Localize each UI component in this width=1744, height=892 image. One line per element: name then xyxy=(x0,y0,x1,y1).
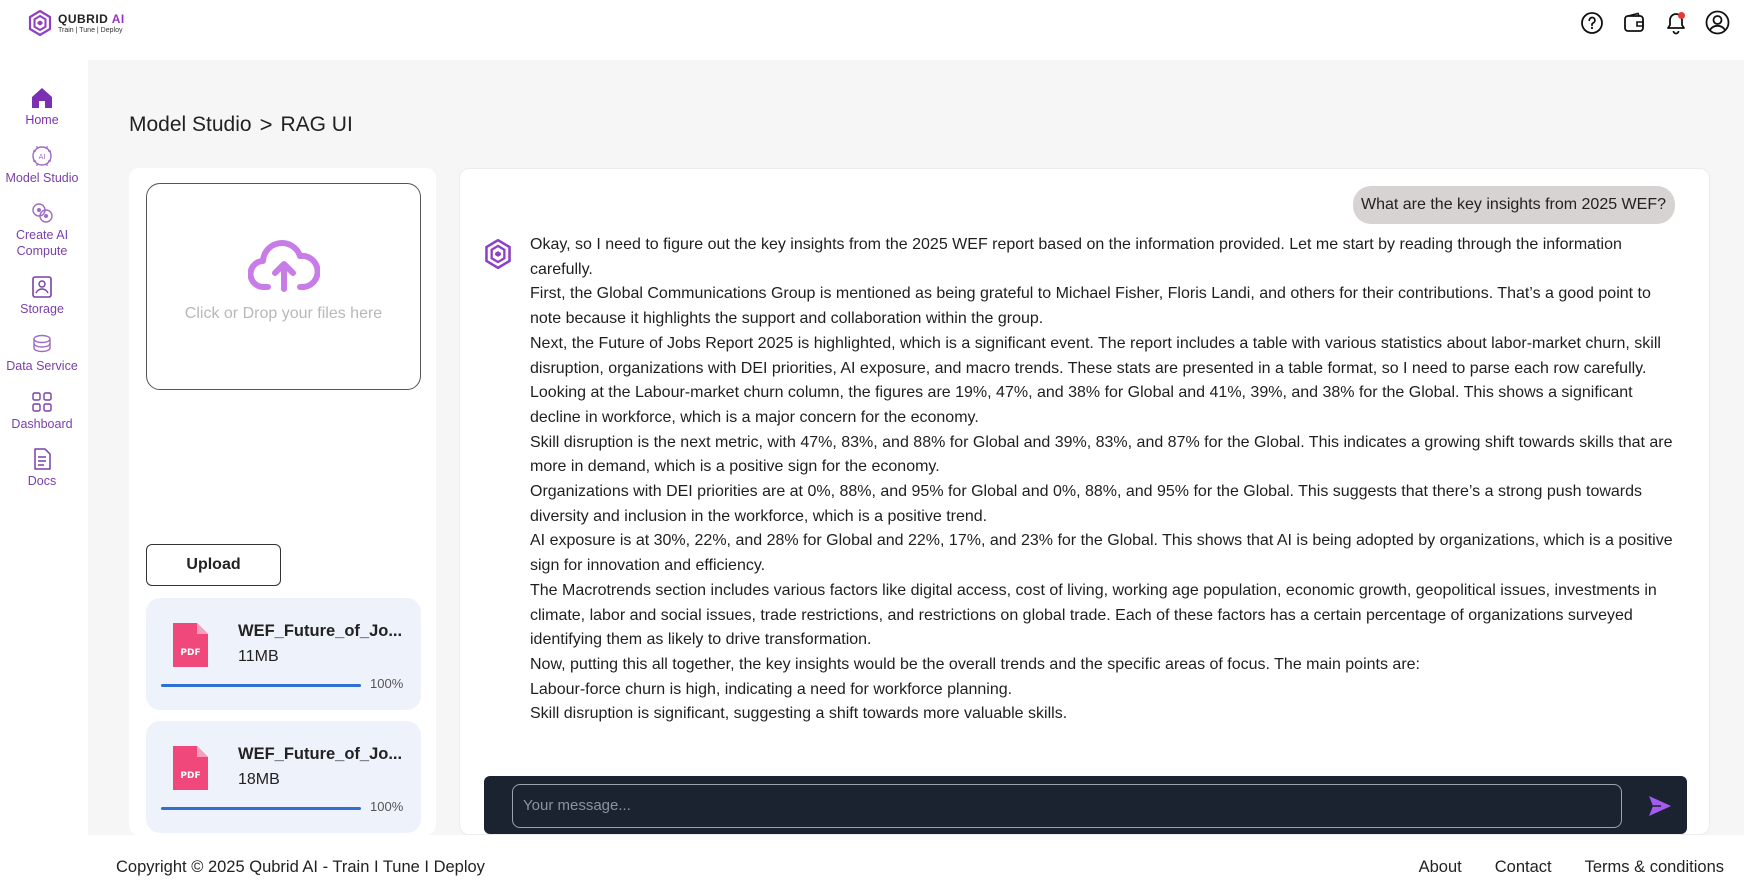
assistant-paragraph: AI exposure is at 30%, 22%, and 28% for Global and 22%, 17%, and 23% for the Global. This shows that AI is being adopted by organizations, which is a positive sign for innovation and efficiency. xyxy=(530,532,1673,575)
notification-dot xyxy=(1678,12,1685,19)
send-icon[interactable] xyxy=(1647,794,1673,818)
file-dropzone[interactable] xyxy=(146,183,421,390)
brand-tagline: Train | Tune | Deploy xyxy=(58,27,123,34)
sidebar-item-label: Home xyxy=(25,113,59,127)
footer-links xyxy=(1419,858,1724,877)
assistant-paragraph: Looking at the Labour-market churn column, the figures are 19%, 47%, and 38% for Global and 41%, 39%, and 38% for the Global. This shows a significant decline in workforce, which is a major concern for the economy. xyxy=(530,384,1633,426)
breadcrumb-parent[interactable]: Model Studio xyxy=(129,113,252,136)
sidebar-item-label: Docs xyxy=(27,474,57,489)
chat-panel xyxy=(459,168,1710,835)
file-size: 11MB xyxy=(238,648,279,665)
sidebar-item-label: Data Service xyxy=(6,359,78,374)
assistant-paragraph: Now, putting this all together, the key insights would be the overall trends and the specific areas of focus. The main points are: xyxy=(530,655,1420,673)
uploaded-file-card[interactable] xyxy=(146,598,421,710)
assistant-paragraph: Next, the Future of Jobs Report 2025 is highlighted, which is a significant event. The report includes a table with various statistics about labor-market churn, skill disruption, organizations with DEI priorities, AI exposure, and macro trends. These stats are presented in a table format, so I need to parse each row carefully. xyxy=(530,334,1661,377)
file-size: 18MB xyxy=(238,771,280,788)
svg-text:AI: AI xyxy=(38,152,46,161)
sidebar-item-label: Create AI Compute xyxy=(15,228,69,258)
file-name: WEF_Future_of_Jo... xyxy=(238,745,403,763)
sidebar-item-dashboard[interactable] xyxy=(0,389,84,433)
storage-icon xyxy=(29,274,55,300)
cloud-upload-icon xyxy=(248,237,320,293)
footer-link-terms[interactable]: Terms & conditions xyxy=(1584,858,1724,876)
help-icon[interactable] xyxy=(1579,10,1604,35)
upload-progress-fill xyxy=(161,684,361,687)
footer-link-about[interactable]: About xyxy=(1418,858,1462,876)
notification-bell-icon[interactable] xyxy=(1663,10,1688,35)
upload-progress-percent: 100% xyxy=(370,676,404,691)
data-service-icon xyxy=(29,331,55,357)
wallet-icon[interactable] xyxy=(1621,10,1646,35)
assistant-paragraph: Labour-force churn is high, indicating a need for workforce planning. xyxy=(530,680,1013,698)
assistant-paragraph: First, the Global Communications Group is mentioned as being grateful to Michael Fisher, Floris Landi, and others for their contributions. That’s a good point to note because it highlights the support and collaboration within the group. xyxy=(530,285,1651,328)
header-actions xyxy=(1579,10,1730,35)
compute-icon xyxy=(29,200,55,226)
breadcrumb-current: RAG UI xyxy=(280,113,353,136)
svg-text:PDF: PDF xyxy=(180,648,201,658)
assistant-paragraph: The Macrotrends section includes various factors like digital access, cost of living, working age population, economic growth, geopolitical issues, investments in climate, labor and social issues, trade restrictions, and restrictions on global trade. Each of these factors has a certain percentage of organizations surveyed identifying them as likely to drive transformation. xyxy=(530,581,1657,649)
dropzone-text: Click or Drop your files here xyxy=(184,304,383,322)
assistant-paragraph: Skill disruption is the next metric, with 47%, 83%, and 88% for Global and 39%, 83%, and 87% for the Global. This indicates a growing shift towards skills that are more in demand, which is a positive sign for the economy. xyxy=(530,433,1673,476)
pdf-icon xyxy=(173,623,208,667)
sidebar-item-create-ai-compute[interactable] xyxy=(0,200,84,259)
model-studio-icon xyxy=(29,143,55,169)
assistant-message xyxy=(530,233,1680,727)
docs-icon xyxy=(29,446,55,472)
assistant-paragraph: Okay, so I need to figure out the key insights from the 2025 WEF report based on the information provided. Let me start by reading through the information carefully. xyxy=(530,236,1622,278)
qubrid-logo-icon xyxy=(28,10,52,36)
user-message-bubble: What are the key insights from 2025 WEF? xyxy=(1353,186,1675,224)
assistant-paragraph: Organizations with DEI priorities are at 0%, 88%, and 95% for Global and 0%, 88%, and 95% for the Global. This suggests that there’s a strong push towards diversity and inclusion in the workforce, which is a positive trend. xyxy=(530,483,1643,525)
copyright-text: Copyright © 2025 Qubrid AI - Train I Tune I Deploy xyxy=(116,858,485,876)
upload-progress-bar xyxy=(161,684,361,687)
pdf-icon xyxy=(173,746,208,790)
sidebar-item-model-studio[interactable] xyxy=(0,143,84,187)
file-name: WEF_Future_of_Jo... xyxy=(238,622,403,640)
upload-progress-percent: 100% xyxy=(370,799,404,814)
svg-text:PDF: PDF xyxy=(180,771,201,781)
upload-button[interactable]: Upload xyxy=(146,544,281,586)
message-input[interactable] xyxy=(512,784,1622,828)
sidebar-item-storage[interactable] xyxy=(0,274,84,318)
brand-logo[interactable] xyxy=(28,10,125,36)
sidebar-item-docs[interactable] xyxy=(0,446,84,490)
upload-progress-fill xyxy=(161,807,361,810)
home-icon xyxy=(29,85,55,111)
sidebar-item-home[interactable] xyxy=(0,85,84,129)
brand-name: QUBRID AI xyxy=(58,12,125,26)
message-composer xyxy=(484,776,1687,834)
breadcrumb-separator: > xyxy=(259,112,273,137)
footer xyxy=(0,835,1744,892)
top-header xyxy=(0,0,1744,60)
dashboard-icon xyxy=(29,389,55,415)
sidebar-nav xyxy=(0,85,84,504)
sidebar-item-label: Model Studio xyxy=(5,170,79,185)
sidebar-item-label: Dashboard xyxy=(11,416,73,431)
upload-progress-bar xyxy=(161,807,361,810)
uploaded-file-card[interactable] xyxy=(146,721,421,833)
footer-link-contact[interactable]: Contact xyxy=(1494,858,1552,876)
breadcrumb xyxy=(129,112,353,138)
assistant-avatar-icon xyxy=(484,239,512,269)
sidebar-item-label: Storage xyxy=(20,301,64,316)
upload-panel xyxy=(129,168,436,835)
sidebar-item-data-service[interactable] xyxy=(0,331,84,375)
assistant-paragraph: Skill disruption is significant, suggesting a shift towards more valuable skills. xyxy=(530,705,1068,723)
user-account-icon[interactable] xyxy=(1705,10,1730,35)
